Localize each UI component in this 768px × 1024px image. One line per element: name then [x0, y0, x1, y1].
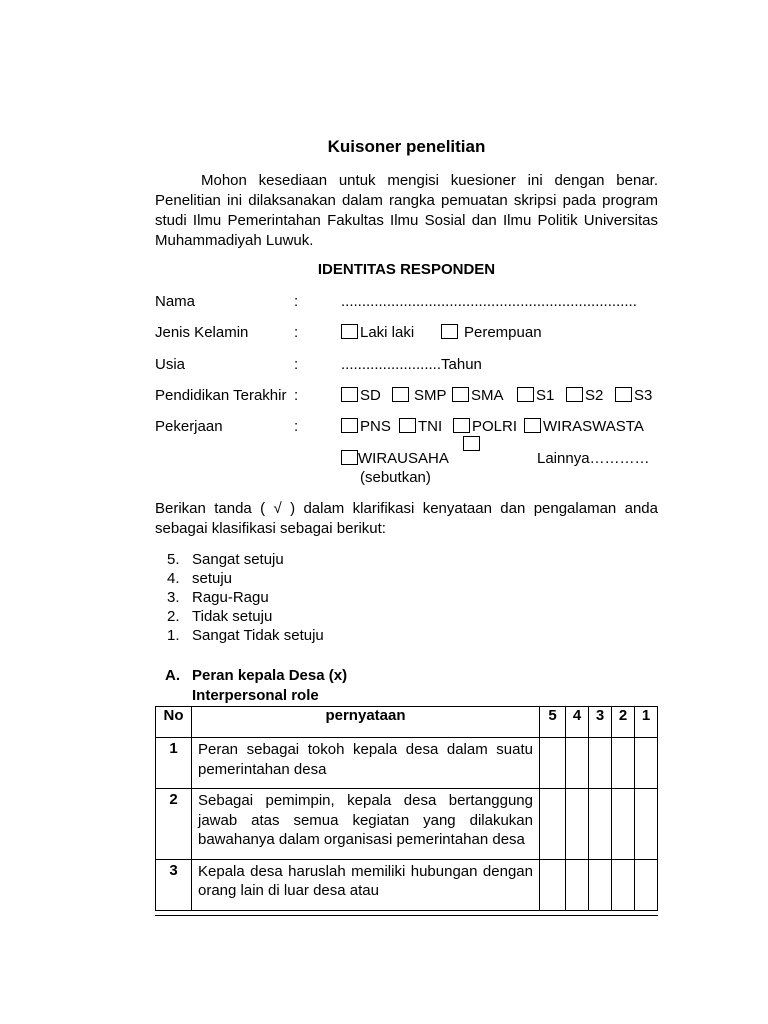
table-row [156, 738, 658, 789]
option-pns[interactable]: PNS [341, 418, 391, 435]
checkbox[interactable] [341, 387, 358, 402]
option-sma[interactable]: SMA [452, 387, 504, 404]
answer-cell[interactable] [566, 859, 589, 910]
checkbox[interactable] [399, 418, 416, 433]
sebutkan-hint: (sebutkan) [360, 469, 431, 486]
usia-label: Usia [155, 356, 186, 373]
table-bottom-edge [155, 915, 658, 916]
answer-cell[interactable] [635, 789, 658, 860]
intro-text: Mohon kesediaan untuk mengisi kuesioner ini dengan benar. Penelitian ini dilaksanakan dalam rangka pemuatan skripsi pada program studi Ilmu Pemerintahan Fakultas Ilmu Sosial dan Ilmu Politik Universitas Muhammadiyah Luwuk. [155, 172, 658, 249]
intro-paragraph [155, 171, 658, 251]
colon: : [294, 356, 299, 373]
answer-cell[interactable] [589, 789, 612, 860]
answer-cell[interactable] [612, 859, 635, 910]
checkbox[interactable] [392, 387, 409, 402]
colon: : [294, 418, 299, 435]
nama-blank[interactable]: ....................................................................... [341, 293, 637, 310]
checkbox-lainnya[interactable] [463, 436, 480, 451]
table-row [156, 789, 658, 860]
option-s1[interactable]: S1 [517, 387, 554, 404]
scale-item: 3. Ragu-Ragu [167, 589, 269, 606]
checkbox[interactable] [341, 324, 358, 339]
field-pekerjaan [155, 418, 658, 438]
page-title: Kuisoner penelitian [327, 137, 486, 156]
field-jenis-kelamin [155, 324, 658, 344]
field-pekerjaan-row2 [155, 450, 658, 486]
answer-cell[interactable] [566, 789, 589, 860]
option-smp[interactable]: SMP [392, 387, 447, 404]
option-s3[interactable]: S3 [615, 387, 652, 404]
nama-label: Nama [155, 293, 196, 310]
colon: : [294, 387, 299, 404]
field-nama [155, 293, 658, 313]
row-statement: Kepala desa haruslah memiliki hubungan dengan orang lain di luar desa atau [192, 859, 540, 910]
header-statement: pernyataan [192, 707, 540, 738]
answer-cell[interactable] [540, 859, 566, 910]
option-perempuan[interactable]: Perempuan [441, 324, 542, 341]
option-laki-laki[interactable]: Laki laki [341, 324, 414, 341]
colon: : [294, 324, 299, 341]
row-number: 3 [156, 859, 192, 910]
checkbox[interactable] [452, 387, 469, 402]
header-score-4: 4 [566, 707, 589, 738]
checkbox[interactable] [341, 450, 358, 465]
row-statement: Sebagai pemimpin, kepala desa bertanggung jawab atas semua kegiatan yang dilakukan bawahanya dalam organisasi pemerintahan desa [192, 789, 540, 860]
answer-cell[interactable] [635, 859, 658, 910]
instruction-text: Berikan tanda ( √ ) dalam klarifikasi kenyataan dan pengalaman anda sebagai klasifikasi sebagai berikut: [155, 500, 658, 537]
row-number: 1 [156, 738, 192, 789]
colon: : [294, 293, 299, 310]
section-a-subtitle: Interpersonal role [192, 687, 319, 704]
checkbox[interactable] [517, 387, 534, 402]
usia-blank[interactable]: ........................Tahun [341, 356, 482, 373]
answer-cell[interactable] [612, 738, 635, 789]
checkbox[interactable] [524, 418, 541, 433]
section-a-number: A. [165, 667, 180, 684]
checkbox[interactable] [566, 387, 583, 402]
scale-legend [167, 550, 324, 645]
answer-cell[interactable] [589, 859, 612, 910]
answer-cell[interactable] [635, 738, 658, 789]
option-wiraswasta[interactable]: WIRASWASTA [524, 418, 644, 435]
option-tni[interactable]: TNI [399, 418, 442, 435]
header-score-2: 2 [612, 707, 635, 738]
table-row [156, 859, 658, 910]
answer-cell[interactable] [540, 738, 566, 789]
header-score-5: 5 [540, 707, 566, 738]
answer-cell[interactable] [612, 789, 635, 860]
section-a-title: Peran kepala Desa (x) [192, 667, 348, 684]
table-viewport [155, 706, 658, 916]
checkbox[interactable] [453, 418, 470, 433]
answer-cell[interactable] [540, 789, 566, 860]
questionnaire-table [155, 706, 658, 911]
field-pendidikan [155, 387, 658, 407]
scale-item: 2. Tidak setuju [167, 608, 273, 625]
option-s2[interactable]: S2 [566, 387, 603, 404]
checkbox[interactable] [341, 418, 358, 433]
checkbox[interactable] [441, 324, 458, 339]
scale-item: 4. setuju [167, 570, 233, 587]
scale-item: 1. Sangat Tidak setuju [167, 627, 324, 644]
jenis-kelamin-label: Jenis Kelamin [155, 324, 249, 341]
identity-heading: IDENTITAS RESPONDEN [317, 261, 496, 278]
answer-cell[interactable] [589, 738, 612, 789]
field-usia [155, 356, 658, 376]
lainnya-label: Lainnya………… [537, 450, 650, 467]
option-wirausaha[interactable]: WIRAUSAHA [341, 450, 449, 467]
table-header-row [156, 707, 658, 738]
pendidikan-label: Pendidikan Terakhir [155, 387, 287, 404]
answer-cell[interactable] [566, 738, 589, 789]
checkbox[interactable] [615, 387, 632, 402]
scale-item: 5. Sangat setuju [167, 551, 284, 568]
header-score-3: 3 [589, 707, 612, 738]
option-polri[interactable]: POLRI [453, 418, 517, 435]
header-score-1: 1 [635, 707, 658, 738]
pekerjaan-label: Pekerjaan [155, 418, 223, 435]
option-sd[interactable]: SD [341, 387, 381, 404]
row-statement: Peran sebagai tokoh kepala desa dalam suatu pemerintahan desa [192, 738, 540, 789]
row-number: 2 [156, 789, 192, 860]
header-no: No [156, 707, 192, 738]
section-a-heading [165, 666, 347, 706]
